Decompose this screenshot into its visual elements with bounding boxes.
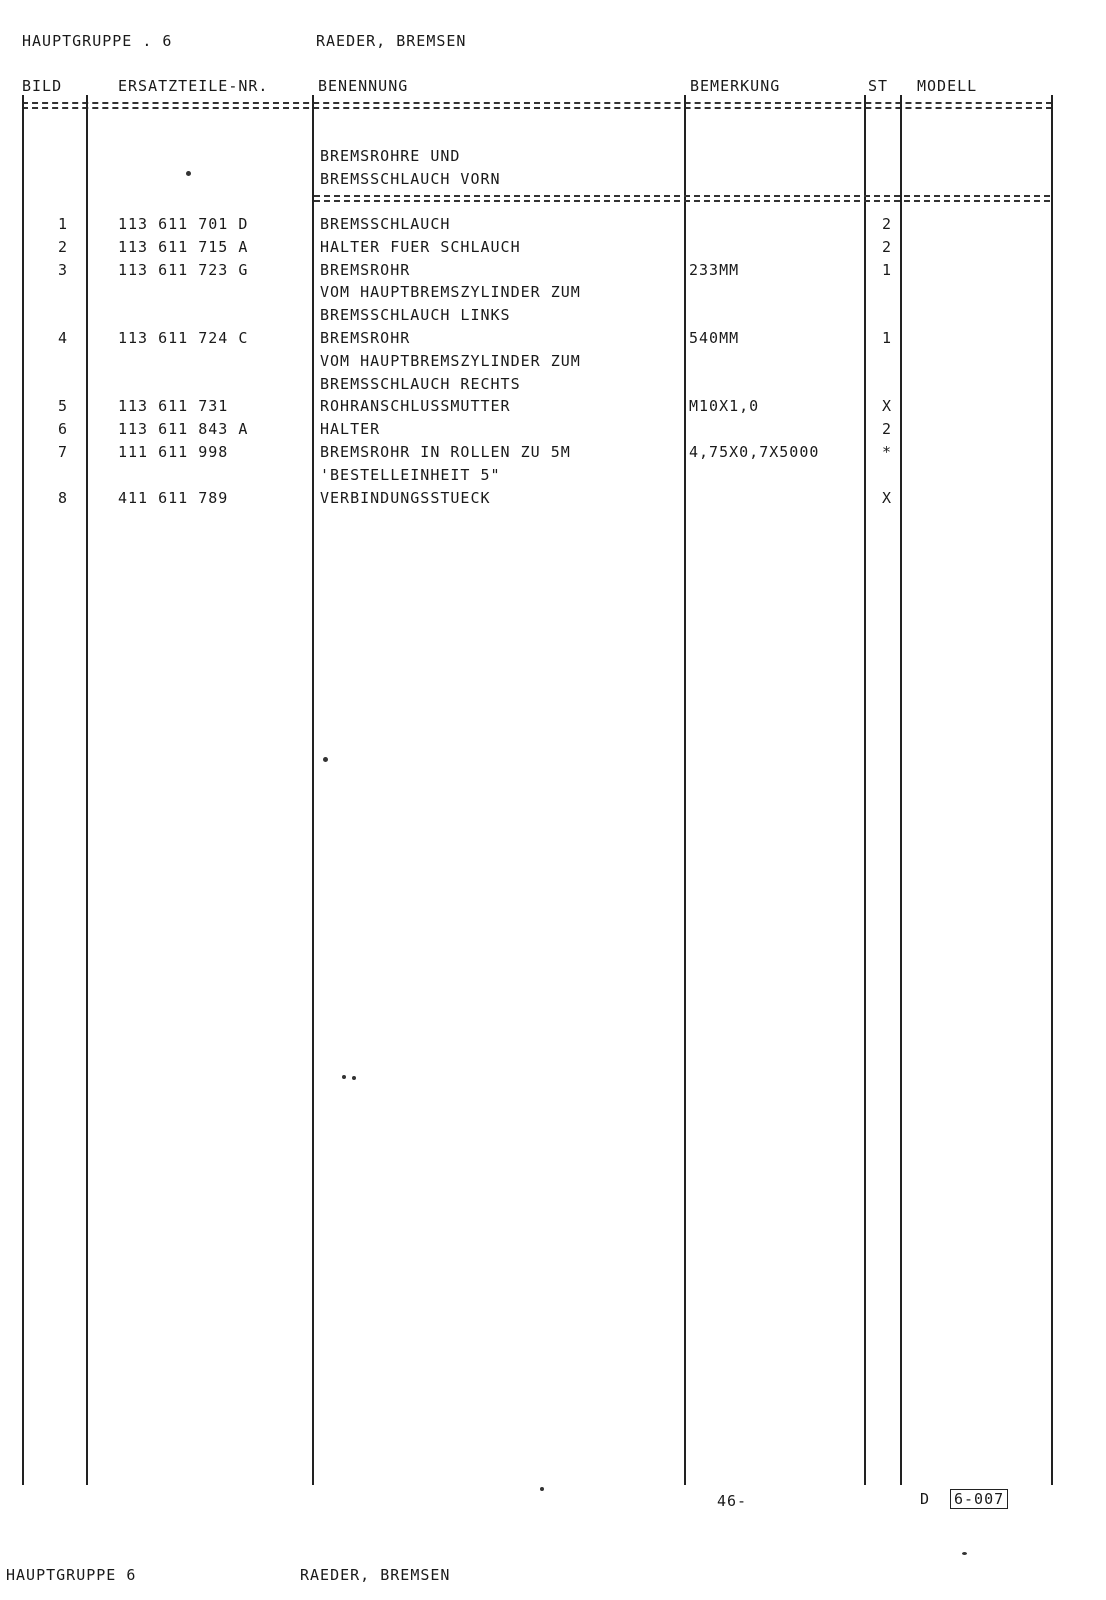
scan-speck [323,757,328,762]
row-bild: 5 [57,397,68,416]
row-part-number: 113 611 731 [118,397,229,416]
section-title-line1: BREMSROHRE UND [320,147,461,165]
next-group-label: HAUPTGRUPPE 6 [6,1566,137,1584]
column-line [22,95,24,1485]
column-line [86,95,88,1485]
group-title: RAEDER, BREMSEN [316,32,467,50]
row-name: BREMSSCHLAUCH RECHTS [320,374,521,393]
row-qty: X [882,397,893,416]
section-title-line2: BREMSSCHLAUCH VORN [320,170,501,188]
row-bild: 4 [57,329,68,347]
row-name: ROHRANSCHLUSSMUTTER [320,397,511,416]
row-part-number: 113 611 701 D [118,215,249,233]
column-line [684,95,686,1485]
row-bild: 7 [57,443,68,461]
scan-speck [186,171,191,176]
page-code-box: 6-007 [950,1489,1008,1509]
row-name: BREMSROHR [320,260,411,279]
section-rule [314,195,1050,204]
scan-speck [352,1076,356,1080]
row-qty: * [882,443,893,461]
row-bild: 6 [57,420,68,439]
row-qty: 2 [882,237,893,256]
row-part-number: 113 611 723 G [118,260,249,279]
column-line [864,95,866,1485]
group-label: HAUPTGRUPPE . 6 [22,32,173,50]
language-code: D [920,1490,931,1508]
row-remark: M10X1,0 [689,397,760,416]
row-name: BREMSROHR [320,329,411,347]
row-name: VERBINDUNGSSTUECK [320,488,491,507]
row-bild: 3 [57,260,68,279]
row-name: VOM HAUPTBREMSZYLINDER ZUM [320,351,581,370]
row-name: VOM HAUPTBREMSZYLINDER ZUM [320,283,581,302]
row-qty: 1 [882,260,893,279]
row-part-number: 113 611 715 A [118,237,249,256]
row-remark: 233MM [689,260,740,279]
column-line [900,95,902,1485]
column-header-qty: ST [868,77,889,95]
column-header-name: BENENNUNG [318,77,409,95]
row-name: BREMSSCHLAUCH [320,215,451,233]
row-bild: 1 [57,215,68,233]
column-header-bild: BILD [22,77,63,95]
row-qty: 2 [882,420,893,439]
row-qty: X [882,488,893,507]
row-qty: 1 [882,329,893,347]
scan-speck [342,1075,346,1079]
row-name: 'BESTELLEINHEIT 5" [320,465,501,484]
header-rule [22,102,1052,111]
scan-speck [962,1552,967,1555]
row-name: BREMSSCHLAUCH LINKS [320,306,511,325]
next-group-title: RAEDER, BREMSEN [300,1566,451,1584]
row-qty: 2 [882,215,893,233]
row-bild: 8 [57,488,68,507]
scan-speck [540,1487,544,1491]
row-name: HALTER [320,420,381,439]
row-part-number: 113 611 724 C [118,329,249,347]
row-part-number: 113 611 843 A [118,420,249,439]
column-line [312,95,314,1485]
page-number: 46- [717,1492,748,1510]
row-name: BREMSROHR IN ROLLEN ZU 5M [320,443,571,461]
column-line [1051,95,1053,1485]
row-part-number: 411 611 789 [118,488,229,507]
column-header-part-no: ERSATZTEILE-NR. [118,77,269,95]
row-remark: 4,75X0,7X5000 [689,443,820,461]
row-remark: 540MM [689,329,740,347]
column-header-model: MODELL [917,77,978,95]
row-name: HALTER FUER SCHLAUCH [320,237,521,256]
row-bild: 2 [57,237,68,256]
row-part-number: 111 611 998 [118,443,229,461]
column-header-remark: BEMERKUNG [690,77,781,95]
